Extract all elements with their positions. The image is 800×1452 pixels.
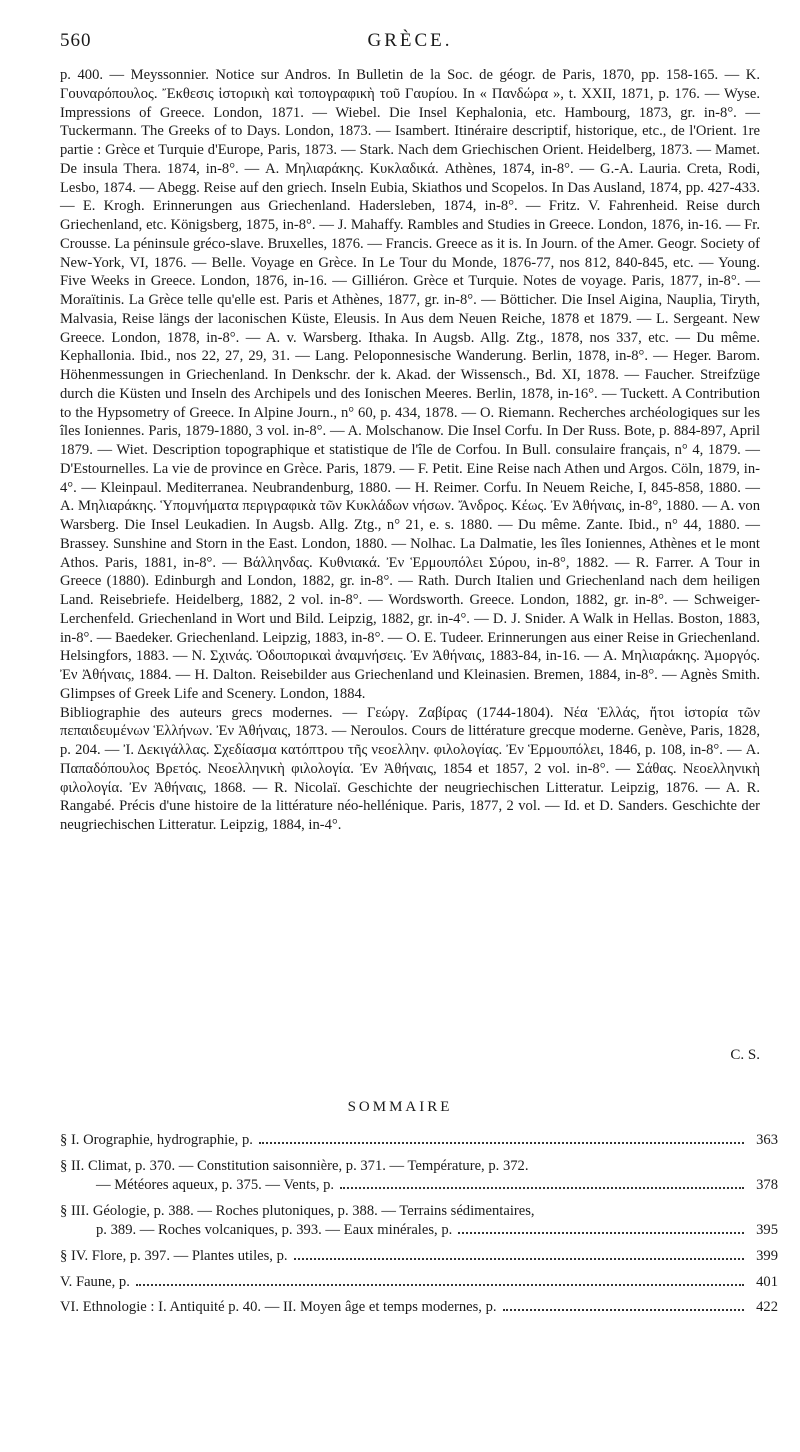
toc-line	[60, 1157, 778, 1177]
toc-text: § IV. Flore, p. 397. — Plantes utiles, p.	[60, 1247, 288, 1264]
toc-entry	[60, 1247, 778, 1267]
toc-page: 401	[756, 1273, 778, 1290]
page-header	[60, 30, 760, 54]
author-signature: C. S.	[730, 1047, 760, 1063]
bibliography-paragraph: p. 400. — Meyssonnier. Notice sur Andros. In Bulletin de la Soc. de géogr. de Paris, 1870, pp. 158-165. — K. Γουναρόπουλος. Ἔκθεσις ἱστορικὴ καὶ τοπογραφικὴ τοῦ Γαυρίου. In « Πανδώρα », t. XXII, 1871, p. 176. — Wyse. Impressions of Greece. London, 1871. — Wiebel. Die Insel Kephalonia, etc. Hambourg, 1873, gr. in-8°. — Tuckermann. The Greeks of to Days. London, 1873. — Isambert. Itinéraire descriptif, historique, etc., de l'Orient. 1re partie : Grèce et Turquie d'Europe, Paris, 1873. — Stark. Nach dem Griechischen Orient. Heidelberg, 1873. — Mamet. De insula Thera. 1874, in-8°. — Α. Μηλιαράκης. Κυκλαδικά. Athènes, 1874, in-8°. — G.-A. Lauria. Creta, Rodi, Lesbo, 1874. — Abegg. Reise auf den griech. Inseln Eubia, Skiathos und Scopelos. In Das Ausland, 1874, pp. 427-433. — E. Krogh. Erinnerungen aus Griechenland. Hadersleben, 1874, in-8°. — Fritz. V. Fahrenheid. Reise durch Griechenland, etc. Königsberg, 1875, in-8°. — J. Mahaffy. Rambles and Studies in Greece. London, 1876, in-16. — Fr. Crousse. La péninsule gréco-slave. Bruxelles, 1876. — Francis. Greece as it is. In Journ. of the Amer. Geogr. Society of New-York, VI, 1876. — Belle. Voyage en Grèce. In Le Tour du Monde, 1876-77, nos 812, 840-845, etc. — Young. Five Weeks in Greece. London, 1876, in-16. — Gilliéron. Grèce et Turquie. Notes de voyage. Paris, 1877, in-8°. — Moraïtinis. La Grèce telle qu'elle est. Paris et Athènes, 1877, gr. in-8°. — Bötticher. Die Insel Aigina, Nauplia, Tiryth, Malvasia, Reise längs der laconischen Küste, Eleusis. In Aus dem Neuen Reiche, 1878 et 1879. — L. Sergeant. New Greece. London, 1878, in-8°. — A. v. Warsberg. Ithaka. In Augsb. Allg. Ztg., 1878, nos 337, etc. — Du même. Kephallonia. Ibid., nos 22, 27, 29, 31. — Lang. Peloponnesische Wanderung. Berlin, 1878, in-8°. — Heger. Barom. Höhenmessungen in Griechenland. In Denkschr. der k. Akad. der Wissensch., Bd. XI, 1878. — Faucher. Streifzüge durch die Küsten und Inseln des Archipels und des Ionischen Meeres. Berlin, 1878, in-16°. — Tuckett. A Contribution to the Hypsometry of Greece. In Alpine Journ., n° 60, p. 434, 1878. — O. Riemann. Recherches archéologiques sur les îles Ioniennes. Paris, 1879-1880, 3 vol. in-8°. — A. Molschanow. Die Insel Corfu. In Der Russ. Bote, p. 884-897, April 1879. — Wiet. Description topographique et statistique de l'île de Corfou. In Bull. consulaire français, n° 4, 1879. — D'Estournelles. La vie de province en Grèce. Paris, 1879. — F. Petit. Eine Reise nach Athen und Argos. Cöln, 1879, in-4°. — Kleinpaul. Mediterranea. Neubrandenburg, 1880. — H. Reimer. Corfu. In Neuem Reiche, I, 845-858, 1880. — A. Μηλιαράκης. Ὑπομνήματα περιγραφικὰ τῶν Κυκλάδων νήσων. Ἄνδρος. Κέως. Ἐν Ἀθήναις, in-8°, 1880. — A. von Warsberg. Die Insel Leukadien. In Augsb. Allg. Ztg., n° 21, e. s. 1880. — Du même. Zante. Ibid., n° 44, 1880. — Brassey. Sunshine and Storn in the East. London, 1880. — Nolhac. La Dalmatie, les îles Ioniennes, Athènes et le mont Athos. Paris, 1881, in-8°. — Βάλληνδας. Κυθνιακά. Ἐν Ἑρμουπόλει Σύρου, in-8°, 1882. — R. Farrer. A Tour in Greece (1880). Edinburgh and London, 1882, gr. in-8°. — Rath. Durch Italien und Griechenland nach dem heiligen Land. Reisebriefe. Heidelberg, 1882, 2 vol. in-8°. — Wordsworth. Greece. London, 1882, gr. in-8°. — Schweiger-Lerchenfeld. Griechenland in Wort und Bild. Leipzig, 1882, gr. in-4°. — D. J. Snider. A Walk in Hellas. Boston, 1883, in-8°. — Baedeker. Griechenland. Leipzig, 1883, in-8°. — O. E. Tudeer. Erinnerungen aus einer Reise in Griechenland. Helsingfors, 1883. — Ν. Σχινάς. Ὁδοιπορικαὶ ἀναμνήσεις. Ἐν Ἀθήναις, 1883-84, in-16. — Α. Μηλιαράκης. Ἀμοργός. Ἐν Ἀθήναις, 1884. — H. Dalton. Reisebilder aus Griechenland und Kleinasien. Bremen, 1884, in-8°. — Agnès Smith. Glimpses of Greek Life and Scenery. London, 1884.	[60, 67, 760, 702]
toc-line	[60, 1221, 778, 1241]
toc-text: § I. Orographie, hydrographie, p.	[60, 1132, 253, 1148]
toc-line	[60, 1131, 778, 1151]
toc-text: V. Faune, p.	[60, 1273, 130, 1290]
toc-page: 395	[756, 1222, 778, 1239]
toc-entry	[60, 1202, 778, 1241]
toc-text: p. 389. — Roches volcaniques, p. 393. — Eaux minérales, p.	[96, 1222, 453, 1239]
toc-entry	[60, 1131, 778, 1151]
summary-title: SOMMAIRE	[347, 1099, 453, 1115]
toc-page: 399	[756, 1247, 778, 1264]
toc-text: § II. Climat, p. 370. — Constitution saisonnière, p. 371. — Température, p. 372.	[60, 1157, 529, 1174]
toc-line	[60, 1273, 778, 1293]
page-number: 560	[60, 30, 92, 51]
toc-line	[60, 1202, 778, 1222]
toc-entry	[60, 1157, 778, 1196]
dot-leader	[136, 1284, 744, 1286]
toc-line	[60, 1298, 778, 1318]
dot-leader	[259, 1142, 744, 1144]
dot-leader	[294, 1258, 744, 1260]
toc-line	[60, 1176, 778, 1196]
toc-page: 422	[756, 1299, 778, 1316]
toc-text: — Météores aqueux, p. 375. — Vents, p.	[96, 1177, 335, 1194]
table-of-contents	[60, 1131, 778, 1324]
toc-entry	[60, 1273, 778, 1293]
running-head: GRÈCE.	[367, 30, 453, 51]
bibliography-block	[60, 66, 760, 835]
bibliography-paragraph: Bibliographie des auteurs grecs modernes. — Γεώργ. Ζαβίρας (1744-1804). Νέα Ἑλλάς, ἤτοι ἱστορία τῶν πεπαιδευμένων Ἑλλήνων. Ἐν Ἀθήναις, 1873. — Neroulos. Cours de littérature grecque moderne. Genève, Paris, 1828, p. 204. — Ἰ. Δεκιγάλλας. Σχεδίασμα κατόπτρου τῆς νεοελλην. φιλολογίας. Ἐν Ἑρμουπόλει, 1846, p. 108, in-8°. — Α. Παπαδόπουλος Βρετός. Νεοελληνικὴ φιλολογία. Ἐν Ἀθήναις, 1854 et 1857, 2 vol. in-8°. — Σάθας. Νεοελληνικὴ φιλολογία. Ἐν Ἀθήναις, 1868. — R. Nicolaï. Geschichte der neugriechischen Litteratur. Leipzig, 1876. — A. R. Rangabé. Précis d'une histoire de la littérature néo-hellénique. Paris, 1877, 2 vol. — Id. et D. Sanders. Geschichte der neugriechischen Litteratur. Leipzig, 1884, in-4°.	[60, 704, 760, 833]
toc-entry	[60, 1298, 778, 1318]
dot-leader	[458, 1232, 744, 1234]
toc-page: 378	[756, 1177, 778, 1194]
toc-text: § III. Géologie, p. 388. — Roches plutoniques, p. 388. — Terrains sédimentaires,	[60, 1202, 535, 1219]
dot-leader	[340, 1187, 744, 1189]
toc-line	[60, 1247, 778, 1267]
dot-leader	[503, 1309, 744, 1311]
toc-page: 363	[756, 1132, 778, 1148]
toc-text: VI. Ethnologie : I. Antiquité p. 40. — II. Moyen âge et temps modernes, p.	[60, 1299, 497, 1316]
